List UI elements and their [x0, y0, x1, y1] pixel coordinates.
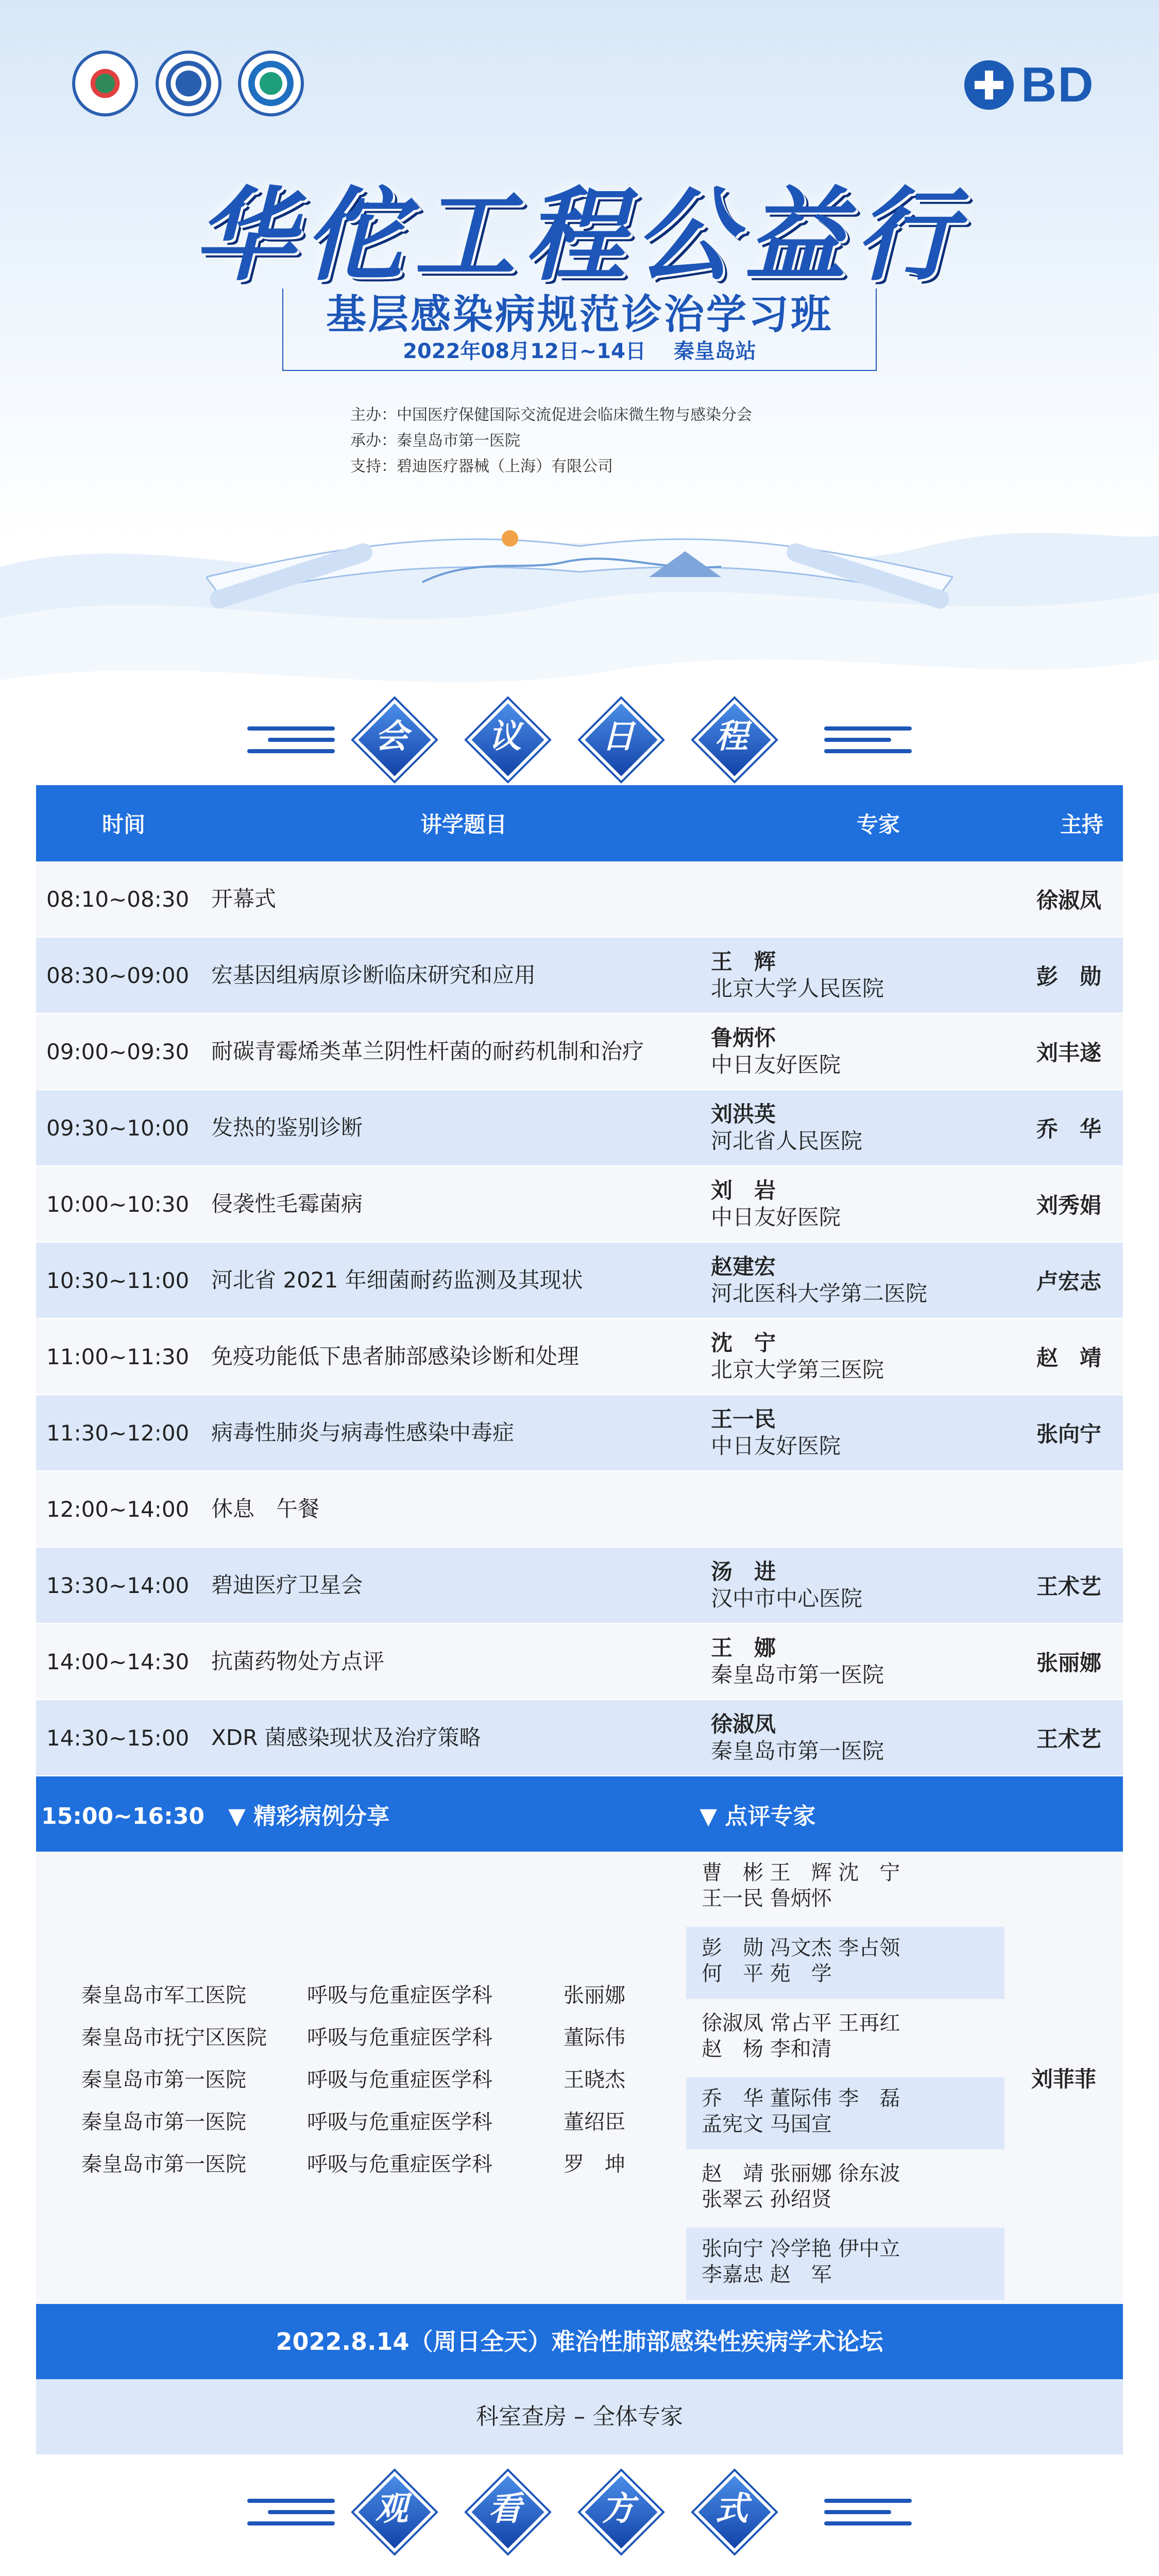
reviewer-line: 曹 彬 王 辉 沈 宁 — [702, 1861, 900, 1885]
case-presenter: 罗 坤 — [564, 2153, 625, 2176]
header-host: 主持 — [1060, 812, 1103, 837]
list-item — [81, 2059, 625, 2101]
row-topic: 耐碳青霉烯类革兰阴性杆菌的耐药机制和治疗 — [211, 1039, 644, 1064]
case-session-left — [36, 1798, 669, 1831]
organizer-logo-1 — [72, 50, 138, 116]
header-topic: 讲学题目 — [420, 812, 507, 837]
expert-name: 王 辉 — [711, 949, 776, 974]
table-row — [36, 861, 1123, 938]
row-expert — [685, 1635, 1015, 1688]
expert-hospital: 北京大学人民医院 — [711, 976, 884, 1001]
title-char-box: 日 — [582, 701, 654, 773]
expert-name: 刘洪英 — [711, 1101, 776, 1127]
case-dept: 呼吸与危重症医学科 — [307, 1984, 492, 2007]
header-time: 时间 — [101, 812, 145, 837]
title-char-box: 观 — [355, 2473, 428, 2545]
row-expert — [685, 1177, 1015, 1231]
row-topic: 休息 午餐 — [211, 1496, 320, 1521]
title-char-box: 方 — [582, 2473, 654, 2545]
row-time: 10:00~10:30 — [46, 1191, 190, 1217]
case-presenter: 张丽娜 — [564, 1984, 625, 2007]
watch-section-title — [0, 2463, 1159, 2566]
case-list — [81, 1974, 625, 2185]
bd-logo — [964, 57, 1095, 113]
header-expert: 专家 — [856, 812, 900, 837]
row-time: 14:30~15:00 — [46, 1725, 190, 1751]
table-row — [36, 1166, 1123, 1243]
case-hospital: 秦皇岛市第一医院 — [81, 2068, 246, 2092]
expert-name: 鲁炳怀 — [711, 1025, 776, 1050]
list-item — [81, 2143, 625, 2185]
event-date-line — [0, 335, 1159, 364]
expert-name: 汤 进 — [711, 1559, 776, 1584]
row-expert — [685, 1253, 1015, 1307]
title-char-box: 会 — [355, 701, 428, 773]
row-time: 11:30~12:00 — [46, 1420, 190, 1446]
row-expert — [685, 1330, 1015, 1383]
title-decor-left — [247, 2499, 335, 2533]
row-time: 11:00~11:30 — [46, 1344, 190, 1369]
title-decor-right — [824, 726, 912, 760]
case-presenter: 王晓杰 — [564, 2068, 625, 2092]
reviewer-line: 彭 勋 冯文杰 李占领 — [702, 1936, 900, 1960]
row-expert — [685, 948, 1015, 1002]
reviewer-line: 赵 靖 张丽娜 徐东波 — [702, 2162, 900, 2185]
expert-hospital: 秦皇岛市第一医院 — [711, 1738, 884, 1764]
reviewer-line: 张向宁 冷学艳 伊中立 — [702, 2237, 900, 2261]
list-item — [81, 2016, 625, 2059]
expert-hospital: 河北省人民医院 — [711, 1128, 863, 1154]
case-hospital: 秦皇岛市第一医院 — [81, 2110, 246, 2134]
expert-name: 刘 岩 — [711, 1178, 776, 1203]
table-row — [36, 1624, 1123, 1700]
case-session-bar — [36, 1776, 1123, 1852]
scroll-illustration — [206, 510, 953, 613]
list-item — [81, 1974, 625, 2016]
bd-brand-text: BD — [1021, 57, 1095, 112]
reviewer-group — [686, 2077, 1004, 2149]
reviewer-line: 张翠云 孙绍贤 — [702, 2188, 832, 2211]
row-topic: 侵袭性毛霉菌病 — [211, 1191, 363, 1216]
schedule-section-title — [0, 690, 1159, 793]
row-time: 13:30~14:00 — [46, 1572, 190, 1598]
reviewer-line: 乔 华 董际伟 李 磊 — [702, 2087, 900, 2110]
table-row — [36, 1243, 1123, 1319]
organizer-logo-3 — [238, 50, 304, 116]
row-host: 刘秀娟 — [1036, 1193, 1101, 1218]
row-topic: 发热的鉴别诊断 — [211, 1115, 363, 1140]
row-time: 09:30~10:00 — [46, 1115, 190, 1141]
row-topic: 碧迪医疗卫星会 — [211, 1572, 363, 1598]
reviewer-line: 李嘉忠 赵 军 — [702, 2263, 832, 2286]
case-presenter: 董绍臣 — [564, 2110, 625, 2134]
row-host: 卢宏志 — [1036, 1269, 1101, 1294]
row-host: 刘丰遂 — [1036, 1040, 1101, 1065]
case-session-time: 15:00~16:30 — [41, 1803, 204, 1829]
forum-bar: 2022.8.14（周日全天）难治性肺部感染性疾病学术论坛 — [36, 2304, 1123, 2379]
title-decor-left — [247, 726, 335, 760]
title-char-box: 程 — [695, 701, 768, 773]
reviewer-group — [686, 2228, 1004, 2300]
expert-name: 徐淑凤 — [711, 1711, 776, 1737]
row-expert — [685, 1025, 1015, 1078]
row-time: 08:30~09:00 — [46, 962, 190, 988]
row-time: 12:00~14:00 — [46, 1496, 190, 1522]
expert-hospital: 中日友好医院 — [711, 1205, 841, 1230]
review-experts-title: ▼ 点评专家 — [700, 1803, 816, 1829]
table-row — [36, 1471, 1123, 1548]
table-row — [36, 1548, 1123, 1624]
expert-hospital: 中日友好医院 — [711, 1433, 841, 1459]
case-dept: 呼吸与危重症医学科 — [307, 2110, 492, 2134]
table-row — [36, 1090, 1123, 1166]
expert-name: 王一民 — [711, 1406, 776, 1432]
organizer-logo-2 — [156, 50, 221, 116]
case-dept: 呼吸与危重症医学科 — [307, 2068, 492, 2092]
expert-name: 王 娜 — [711, 1635, 776, 1660]
title-char-box: 议 — [469, 701, 541, 773]
schedule-table — [36, 785, 1123, 2454]
table-row — [36, 1700, 1123, 1776]
reviewer-group — [686, 2002, 1004, 2074]
reviewer-line: 孟宪文 马国宣 — [702, 2112, 832, 2136]
expert-hospital: 中日友好医院 — [711, 1052, 841, 1077]
row-host: 徐淑凤 — [1036, 888, 1101, 913]
reviewer-line: 何 平 苑 学 — [702, 1962, 832, 1986]
list-item — [81, 2101, 625, 2143]
case-session-host: 刘菲菲 — [1031, 2066, 1096, 2092]
title-decor-right — [824, 2499, 912, 2533]
reviewer-group — [686, 1852, 1004, 1924]
case-dept: 呼吸与危重症医学科 — [307, 2026, 492, 2049]
row-host: 张丽娜 — [1036, 1650, 1101, 1675]
reviewer-group — [686, 1927, 1004, 1999]
organizer-host: 主办：中国医疗保健国际交流促进会临床微生物与感染分会 — [350, 406, 752, 424]
row-expert — [685, 1558, 1015, 1612]
row-time: 08:10~08:30 — [46, 886, 190, 912]
row-topic: 河北省 2021 年细菌耐药监测及其现状 — [211, 1267, 583, 1293]
event-date: 2022年08月12日~14日 — [403, 340, 646, 363]
row-time: 14:00~14:30 — [46, 1649, 190, 1674]
title-char-box: 式 — [695, 2473, 768, 2545]
reviewer-line: 赵 杨 李和清 — [702, 2037, 832, 2061]
row-host: 王术艺 — [1036, 1574, 1101, 1599]
main-title: 华佗工程公益行 — [193, 177, 965, 295]
row-expert — [685, 1711, 1015, 1765]
subtitle: 基层感染病规范诊治学习班 — [326, 292, 833, 338]
event-station: 秦皇岛站 — [673, 340, 756, 363]
row-host: 彭 勋 — [1036, 964, 1101, 989]
row-time: 09:00~09:30 — [46, 1039, 190, 1064]
row-host: 张向宁 — [1036, 1421, 1101, 1447]
case-dept: 呼吸与危重症医学科 — [307, 2153, 492, 2176]
case-presenter: 董际伟 — [564, 2026, 625, 2049]
expert-hospital: 北京大学第三医院 — [711, 1357, 884, 1382]
table-row — [36, 1395, 1123, 1471]
case-session-title: ▼ 精彩病例分享 — [228, 1803, 390, 1829]
table-row — [36, 1319, 1123, 1395]
table-row — [36, 938, 1123, 1014]
row-expert — [685, 1101, 1015, 1155]
organizer-supporter: 支持：碧迪医疗器械（上海）有限公司 — [350, 457, 613, 476]
reviewer-line: 王一民 鲁炳怀 — [702, 1887, 832, 1910]
row-topic: 病毒性肺炎与病毒性感染中毒症 — [211, 1420, 515, 1445]
row-topic: 免疫功能低下患者肺部感染诊断和处理 — [211, 1344, 580, 1369]
case-session-body — [36, 1852, 1123, 2304]
expert-name: 沈 宁 — [711, 1330, 776, 1355]
expert-hospital: 汉中市中心医院 — [711, 1586, 863, 1611]
organizer-undertaker: 承办：秦皇岛市第一医院 — [350, 432, 520, 450]
row-expert — [685, 1406, 1015, 1460]
expert-hospital: 秦皇岛市第一医院 — [711, 1662, 884, 1687]
row-topic: XDR 菌感染现状及治疗策略 — [211, 1725, 481, 1750]
row-host: 乔 华 — [1036, 1116, 1101, 1142]
case-hospital: 秦皇岛市抚宁区医院 — [81, 2026, 267, 2049]
expert-hospital: 河北医科大学第二医院 — [711, 1281, 928, 1306]
row-time: 10:30~11:00 — [46, 1267, 190, 1293]
bd-emblem-icon — [964, 60, 1014, 110]
row-topic: 开幕式 — [211, 886, 277, 911]
row-host: 赵 靖 — [1036, 1345, 1101, 1370]
row-topic: 宏基因组病原诊断临床研究和应用 — [211, 962, 536, 988]
table-header — [36, 785, 1123, 861]
row-host: 王术艺 — [1036, 1726, 1101, 1752]
reviewer-group — [686, 2153, 1004, 2225]
table-row — [36, 1014, 1123, 1090]
row-topic: 抗菌药物处方点评 — [211, 1649, 385, 1674]
case-hospital: 秦皇岛市第一医院 — [81, 2153, 246, 2176]
title-char-box: 看 — [469, 2473, 541, 2545]
case-hospital: 秦皇岛市军工医院 — [81, 1984, 246, 2007]
reviewer-line: 徐淑凤 常占平 王再红 — [702, 2011, 900, 2035]
forum-row: 科室查房 – 全体专家 — [36, 2379, 1123, 2454]
expert-name: 赵建宏 — [711, 1254, 776, 1279]
